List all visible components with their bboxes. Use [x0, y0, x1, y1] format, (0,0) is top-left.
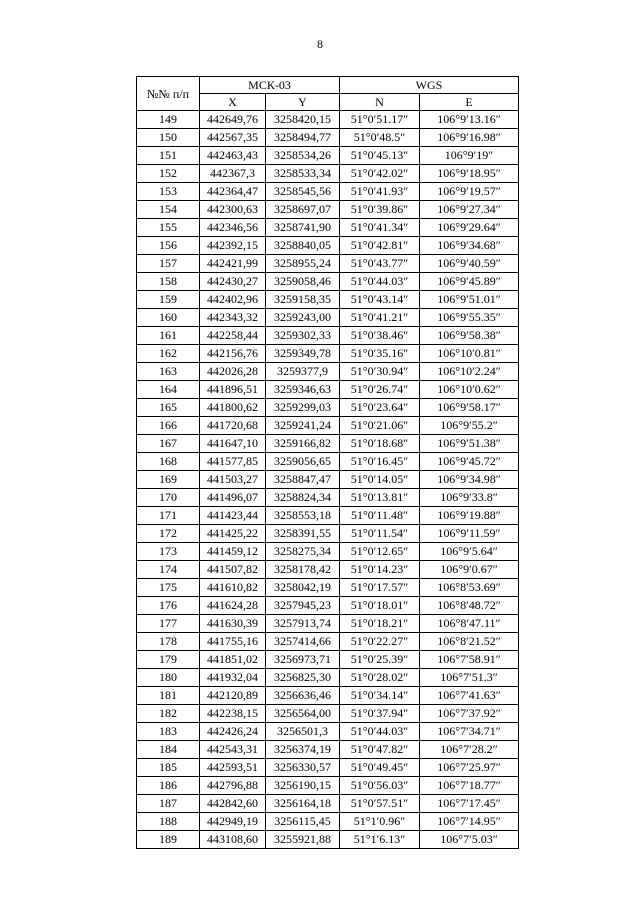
table-row — [137, 165, 519, 183]
cell-x: 442343,32 — [200, 309, 266, 327]
cell-e: 106°7′37.92″ — [420, 705, 519, 723]
table-row — [137, 129, 519, 147]
cell-e: 106°7′18.77″ — [420, 777, 519, 795]
table-row — [137, 597, 519, 615]
cell-number: 174 — [137, 561, 200, 579]
table-row — [137, 417, 519, 435]
table-row — [137, 525, 519, 543]
table-row — [137, 273, 519, 291]
cell-e: 106°8′53.69″ — [420, 579, 519, 597]
cell-number: 165 — [137, 399, 200, 417]
cell-e: 106°7′34.71″ — [420, 723, 519, 741]
cell-x: 442842,60 — [200, 795, 266, 813]
header-y: Y — [266, 94, 340, 111]
cell-n: 51°0′34.14″ — [340, 687, 420, 705]
cell-e: 106°9′55.35″ — [420, 309, 519, 327]
cell-x: 442238,15 — [200, 705, 266, 723]
cell-n: 51°0′45.13″ — [340, 147, 420, 165]
table-row — [137, 489, 519, 507]
cell-number: 153 — [137, 183, 200, 201]
cell-number: 171 — [137, 507, 200, 525]
cell-number: 172 — [137, 525, 200, 543]
cell-e: 106°9′16.98″ — [420, 129, 519, 147]
cell-x: 442346,56 — [200, 219, 266, 237]
cell-e: 106°7′28.2″ — [420, 741, 519, 759]
cell-n: 51°0′42.81″ — [340, 237, 420, 255]
cell-number: 179 — [137, 651, 200, 669]
table-row — [137, 399, 519, 417]
cell-y: 3259056,65 — [266, 453, 340, 471]
cell-y: 3258553,18 — [266, 507, 340, 525]
cell-n: 51°0′17.57″ — [340, 579, 420, 597]
cell-number: 180 — [137, 669, 200, 687]
cell-n: 51°0′38.46″ — [340, 327, 420, 345]
cell-number: 185 — [137, 759, 200, 777]
table-row — [137, 471, 519, 489]
cell-x: 442156,76 — [200, 345, 266, 363]
cell-number: 155 — [137, 219, 200, 237]
table-row — [137, 795, 519, 813]
table-row — [137, 741, 519, 759]
cell-n: 51°0′21.06″ — [340, 417, 420, 435]
cell-y: 3258391,55 — [266, 525, 340, 543]
cell-e: 106°9′5.64″ — [420, 543, 519, 561]
cell-n: 51°0′43.77″ — [340, 255, 420, 273]
cell-y: 3256115,45 — [266, 813, 340, 831]
table-row — [137, 543, 519, 561]
cell-number: 158 — [137, 273, 200, 291]
coordinates-table — [136, 76, 519, 849]
header-x: X — [200, 94, 266, 111]
table-row — [137, 255, 519, 273]
cell-n: 51°0′48.5″ — [340, 129, 420, 147]
cell-e: 106°7′41.63″ — [420, 687, 519, 705]
cell-y: 3257913,74 — [266, 615, 340, 633]
header-row-number: №№ п/п — [137, 77, 200, 111]
table-row — [137, 345, 519, 363]
cell-y: 3258533,34 — [266, 165, 340, 183]
cell-x: 442567,35 — [200, 129, 266, 147]
cell-e: 106°7′25.97″ — [420, 759, 519, 777]
cell-n: 51°0′16.45″ — [340, 453, 420, 471]
cell-y: 3256636,46 — [266, 687, 340, 705]
cell-x: 441755,16 — [200, 633, 266, 651]
cell-e: 106°9′40.59″ — [420, 255, 519, 273]
cell-e: 106°9′45.89″ — [420, 273, 519, 291]
cell-x: 442300,63 — [200, 201, 266, 219]
cell-y: 3259058,46 — [266, 273, 340, 291]
cell-number: 167 — [137, 435, 200, 453]
cell-number: 163 — [137, 363, 200, 381]
cell-y: 3256190,15 — [266, 777, 340, 795]
cell-number: 183 — [137, 723, 200, 741]
cell-y: 3259349,78 — [266, 345, 340, 363]
cell-x: 441932,04 — [200, 669, 266, 687]
cell-y: 3259377,9 — [266, 363, 340, 381]
cell-n: 51°0′18.68″ — [340, 435, 420, 453]
cell-number: 162 — [137, 345, 200, 363]
cell-x: 441425,22 — [200, 525, 266, 543]
cell-y: 3258420,15 — [266, 111, 340, 129]
cell-e: 106°9′34.98″ — [420, 471, 519, 489]
cell-x: 441624,28 — [200, 597, 266, 615]
cell-y: 3255921,88 — [266, 831, 340, 849]
cell-n: 51°0′35.16″ — [340, 345, 420, 363]
cell-n: 51°0′23.64″ — [340, 399, 420, 417]
table-row — [137, 651, 519, 669]
cell-n: 51°0′11.54″ — [340, 525, 420, 543]
cell-number: 182 — [137, 705, 200, 723]
table-row — [137, 561, 519, 579]
table-row — [137, 831, 519, 849]
cell-n: 51°0′26.74″ — [340, 381, 420, 399]
cell-e: 106°9′19″ — [420, 147, 519, 165]
cell-y: 3256374,19 — [266, 741, 340, 759]
cell-y: 3259243,00 — [266, 309, 340, 327]
cell-n: 51°0′22.27″ — [340, 633, 420, 651]
cell-e: 106°9′27.34″ — [420, 201, 519, 219]
cell-number: 152 — [137, 165, 200, 183]
cell-number: 151 — [137, 147, 200, 165]
cell-number: 187 — [137, 795, 200, 813]
cell-y: 3256501,3 — [266, 723, 340, 741]
cell-number: 186 — [137, 777, 200, 795]
cell-n: 51°0′42.02″ — [340, 165, 420, 183]
cell-e: 106°10′0.81″ — [420, 345, 519, 363]
cell-x: 441503,27 — [200, 471, 266, 489]
table-row — [137, 759, 519, 777]
cell-n: 51°0′28.02″ — [340, 669, 420, 687]
table-row — [137, 201, 519, 219]
cell-y: 3258955,24 — [266, 255, 340, 273]
table-row — [137, 381, 519, 399]
cell-y: 3259166,82 — [266, 435, 340, 453]
cell-number: 166 — [137, 417, 200, 435]
table-row — [137, 291, 519, 309]
cell-y: 3259241,24 — [266, 417, 340, 435]
table-row — [137, 705, 519, 723]
cell-n: 51°0′30.94″ — [340, 363, 420, 381]
cell-number: 154 — [137, 201, 200, 219]
cell-e: 106°9′19.88″ — [420, 507, 519, 525]
cell-e: 106°9′51.01″ — [420, 291, 519, 309]
cell-x: 441851,02 — [200, 651, 266, 669]
cell-y: 3258697,07 — [266, 201, 340, 219]
cell-y: 3258847,47 — [266, 471, 340, 489]
cell-e: 106°9′13.16″ — [420, 111, 519, 129]
table-row — [137, 723, 519, 741]
table-row — [137, 309, 519, 327]
header-group-msk03: МСК-03 — [200, 77, 340, 94]
cell-number: 168 — [137, 453, 200, 471]
cell-x: 442258,44 — [200, 327, 266, 345]
cell-number: 150 — [137, 129, 200, 147]
cell-n: 51°0′51.17″ — [340, 111, 420, 129]
cell-y: 3258494,77 — [266, 129, 340, 147]
cell-e: 106°7′14.95″ — [420, 813, 519, 831]
table-row — [137, 183, 519, 201]
cell-y: 3256825,30 — [266, 669, 340, 687]
cell-number: 149 — [137, 111, 200, 129]
cell-n: 51°0′43.14″ — [340, 291, 420, 309]
cell-x: 442120,89 — [200, 687, 266, 705]
table-row — [137, 507, 519, 525]
cell-number: 178 — [137, 633, 200, 651]
cell-n: 51°0′18.21″ — [340, 615, 420, 633]
cell-e: 106°9′19.57″ — [420, 183, 519, 201]
cell-n: 51°0′49.45″ — [340, 759, 420, 777]
cell-y: 3259302,33 — [266, 327, 340, 345]
cell-x: 442463,43 — [200, 147, 266, 165]
cell-x: 441496,07 — [200, 489, 266, 507]
cell-x: 441577,85 — [200, 453, 266, 471]
cell-number: 181 — [137, 687, 200, 705]
cell-e: 106°9′51.38″ — [420, 435, 519, 453]
table-body — [137, 111, 519, 849]
cell-y: 3259346,63 — [266, 381, 340, 399]
cell-number: 170 — [137, 489, 200, 507]
cell-n: 51°0′44.03″ — [340, 723, 420, 741]
cell-n: 51°0′18.01″ — [340, 597, 420, 615]
cell-y: 3257414,66 — [266, 633, 340, 651]
header-n: N — [340, 94, 420, 111]
cell-x: 442430,27 — [200, 273, 266, 291]
cell-number: 164 — [137, 381, 200, 399]
cell-x: 443108,60 — [200, 831, 266, 849]
cell-n: 51°0′12.65″ — [340, 543, 420, 561]
cell-e: 106°9′0.67″ — [420, 561, 519, 579]
cell-number: 176 — [137, 597, 200, 615]
cell-x: 442392,15 — [200, 237, 266, 255]
cell-x: 442543,31 — [200, 741, 266, 759]
cell-e: 106°7′58.91″ — [420, 651, 519, 669]
table-row — [137, 615, 519, 633]
cell-number: 159 — [137, 291, 200, 309]
cell-y: 3256330,57 — [266, 759, 340, 777]
cell-y: 3258741,90 — [266, 219, 340, 237]
cell-number: 169 — [137, 471, 200, 489]
cell-x: 441800,62 — [200, 399, 266, 417]
cell-n: 51°0′14.05″ — [340, 471, 420, 489]
cell-y: 3259299,03 — [266, 399, 340, 417]
table-row — [137, 111, 519, 129]
cell-n: 51°0′44.03″ — [340, 273, 420, 291]
cell-n: 51°0′56.03″ — [340, 777, 420, 795]
cell-y: 3257945,23 — [266, 597, 340, 615]
cell-e: 106°9′33.8″ — [420, 489, 519, 507]
table-row — [137, 579, 519, 597]
cell-e: 106°7′5.03″ — [420, 831, 519, 849]
cell-e: 106°10′0.62″ — [420, 381, 519, 399]
cell-n: 51°0′41.21″ — [340, 309, 420, 327]
cell-number: 175 — [137, 579, 200, 597]
cell-n: 51°1′6.13″ — [340, 831, 420, 849]
cell-n: 51°0′41.34″ — [340, 219, 420, 237]
cell-e: 106°9′55.2″ — [420, 417, 519, 435]
cell-x: 442796,88 — [200, 777, 266, 795]
cell-x: 442593,51 — [200, 759, 266, 777]
cell-n: 51°0′14.23″ — [340, 561, 420, 579]
cell-number: 156 — [137, 237, 200, 255]
cell-e: 106°7′51.3″ — [420, 669, 519, 687]
header-group-wgs: WGS — [340, 77, 519, 94]
cell-n: 51°0′25.39″ — [340, 651, 420, 669]
cell-x: 441647,10 — [200, 435, 266, 453]
table-row — [137, 363, 519, 381]
cell-e: 106°9′34.68″ — [420, 237, 519, 255]
cell-y: 3258545,56 — [266, 183, 340, 201]
page-number: 8 — [317, 37, 323, 51]
cell-number: 184 — [137, 741, 200, 759]
table-header — [137, 77, 519, 111]
cell-e: 106°9′29.64″ — [420, 219, 519, 237]
cell-e: 106°9′45.72″ — [420, 453, 519, 471]
table-row — [137, 147, 519, 165]
cell-y: 3256564,00 — [266, 705, 340, 723]
cell-n: 51°1′0.96″ — [340, 813, 420, 831]
cell-n: 51°0′57.51″ — [340, 795, 420, 813]
cell-e: 106°10′2.24″ — [420, 363, 519, 381]
cell-n: 51°0′11.48″ — [340, 507, 420, 525]
table-row — [137, 219, 519, 237]
cell-x: 442649,76 — [200, 111, 266, 129]
table-row — [137, 813, 519, 831]
cell-number: 157 — [137, 255, 200, 273]
cell-number: 188 — [137, 813, 200, 831]
table-row — [137, 669, 519, 687]
table-row — [137, 453, 519, 471]
cell-e: 106°8′21.52″ — [420, 633, 519, 651]
cell-e: 106°9′18.95″ — [420, 165, 519, 183]
cell-e: 106°7′17.45″ — [420, 795, 519, 813]
cell-n: 51°0′41.93″ — [340, 183, 420, 201]
cell-x: 442949,19 — [200, 813, 266, 831]
cell-x: 441423,44 — [200, 507, 266, 525]
cell-e: 106°9′58.38″ — [420, 327, 519, 345]
cell-y: 3259158,35 — [266, 291, 340, 309]
cell-y: 3256973,71 — [266, 651, 340, 669]
table-row — [137, 633, 519, 651]
cell-e: 106°8′47.11″ — [420, 615, 519, 633]
cell-y: 3258840,05 — [266, 237, 340, 255]
table-row — [137, 777, 519, 795]
cell-y: 3258275,34 — [266, 543, 340, 561]
cell-x: 442364,47 — [200, 183, 266, 201]
cell-e: 106°9′11.59″ — [420, 525, 519, 543]
cell-number: 177 — [137, 615, 200, 633]
table-row — [137, 687, 519, 705]
cell-x: 442421,99 — [200, 255, 266, 273]
cell-x: 442402,96 — [200, 291, 266, 309]
cell-y: 3258824,34 — [266, 489, 340, 507]
cell-y: 3258042,19 — [266, 579, 340, 597]
cell-number: 160 — [137, 309, 200, 327]
cell-x: 441459,12 — [200, 543, 266, 561]
cell-number: 189 — [137, 831, 200, 849]
table-row — [137, 237, 519, 255]
cell-y: 3258178,42 — [266, 561, 340, 579]
table-row — [137, 327, 519, 345]
cell-x: 442367,3 — [200, 165, 266, 183]
cell-y: 3256164,18 — [266, 795, 340, 813]
cell-x: 442426,24 — [200, 723, 266, 741]
cell-e: 106°8′48.72″ — [420, 597, 519, 615]
table-row — [137, 435, 519, 453]
cell-n: 51°0′13.81″ — [340, 489, 420, 507]
cell-n: 51°0′47.82″ — [340, 741, 420, 759]
cell-x: 441630,39 — [200, 615, 266, 633]
cell-y: 3258534,26 — [266, 147, 340, 165]
cell-number: 161 — [137, 327, 200, 345]
cell-x: 441610,82 — [200, 579, 266, 597]
cell-n: 51°0′37.94″ — [340, 705, 420, 723]
cell-e: 106°9′58.17″ — [420, 399, 519, 417]
cell-n: 51°0′39.86″ — [340, 201, 420, 219]
cell-x: 442026,28 — [200, 363, 266, 381]
cell-x: 441896,51 — [200, 381, 266, 399]
header-e: E — [420, 94, 519, 111]
cell-number: 173 — [137, 543, 200, 561]
cell-x: 441507,82 — [200, 561, 266, 579]
cell-x: 441720,68 — [200, 417, 266, 435]
